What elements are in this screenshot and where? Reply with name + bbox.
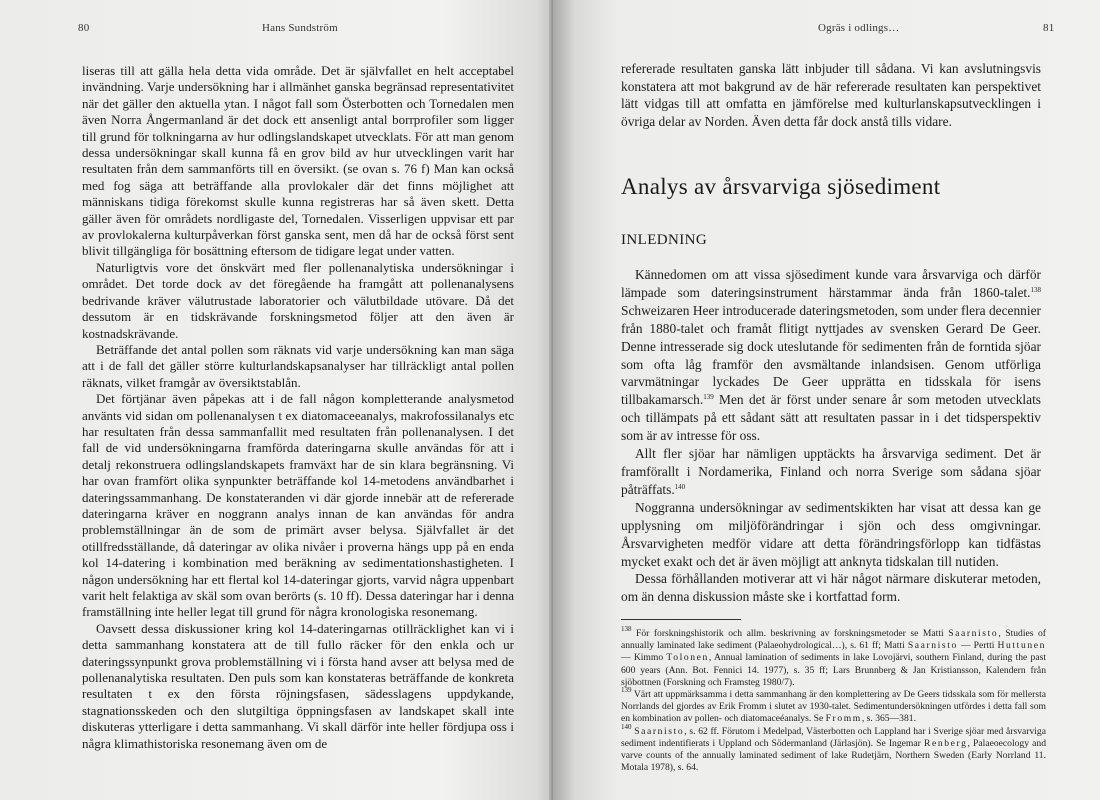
footnote-number: 139 — [621, 686, 632, 695]
chapter-title: Analys av årsvarviga sjösediment — [621, 174, 941, 199]
left-paragraph: Oavsett dessa diskussioner kring kol 14-dateringarnas otillräcklighet kan vi i detta sammanhang konstatera att de till fullo räcker för den enkla och ur dateringssynpunkt grova problemställning vi i första hand avser att belysa med de pollenanalytiska resultaten. Den puls som kan konstateras beträffande de konkreta resultaten t ex den första röjningsfasen, sädesslagens uppdykande, stagnationsskeden och den slutgiltiga öppningsfasen av landskapet skall inte diskuteras ytterligare i detta sammanhang. Vi skall därför inte heller fördjupa oss i några klimathistoriska resonemang även om de — [82, 620, 514, 751]
text-span: , s. 365—381. — [861, 713, 916, 725]
text-span: , Palaeoecology and varve counts of the annually laminated sediment of lake Rudetjärn, Northern Sweden (Early Norrland 11. Motala 1978), s. 64. — [621, 737, 1046, 774]
text-span: , Studies of annually laminated lake sediment (Palaeohydrological…), s. 61 ff; Matti — [621, 628, 1046, 652]
right-page — [553, 0, 1100, 800]
left-page-number: 80 — [78, 22, 90, 34]
right-body-text — [621, 266, 1041, 606]
author-name: Renberg — [923, 737, 968, 749]
section-title: INLEDNING — [621, 232, 708, 248]
left-paragraph: Det förtjänar även påpekas att i de fall någon kompletterande analysmetod använts vid sidan om pollenanalysen t ex diatomaceeanalys, makrofossilanalys etc har resultaten från dessa sammanfallit med resultaten från pollenanalysen. I det fall de vid undersökningarna framförda dateringarna skulle användas för att i detalj rekonstruera odlingslandskapets framväxt har de sin klara begränsning. Vi har ovan framfört olika synpunkter beträffande kol 14-metodens användbarhet i dateringssammanhang. De konstateranden vi där gjorde innebär att de refererade dateringarna kräver en noggrann analys innan de kan användas för andra problemställningar än de som de primärt avser belysa. Självfallet är det otillfredsställande, då dateringar av olika nivåer i proverna hängs upp på en enda kol 14-datering i kombination med beräkning av sedimentationshastigheten. I någon undersökning har ett flertal kol 14-dateringar gjorts, varvid några uppenbart varit helt felaktiga av skäl som ovan berörts (s. 10 ff). Dessa dateringar har i denna framställning inte heller legat till grund för några kronologiska resonemang. — [82, 391, 514, 620]
footnote-ref: 139 — [703, 393, 714, 402]
text-span: , Annual lamination of sediments in lake Lovojärvi, southern Finland, during the past 600 years (Ann. Bot. Fennici 14. 1977), s. 35 ff; Lars Brunnberg & Jan Kristiansson, Kalendern från sjöbottnen (Forskning och Framsteg 1980/7). — [621, 652, 1046, 688]
author-name: Saarnisto — [948, 628, 999, 639]
paragraph: refererade resultaten ganska lätt inbjuder till sådana. Vi kan avslutningsvis konstatera att mot bakgrund av de här refererade resultaten kan perspektivet lätt vidgas till att omfatta en jämförelse med kulturlanskapsutvecklingen i övriga delar av Norden. Även detta får dock anstå tills vidare. — [621, 61, 1041, 129]
text-span: — Pertti — [957, 640, 998, 652]
footnote-ref: 140 — [674, 482, 686, 491]
paragraph — [621, 445, 1041, 499]
footnotes — [621, 625, 1046, 774]
paragraph — [621, 266, 1041, 445]
paragraph: Noggranna undersökningar av sedimentskikten har visat att dessa kan ge upplysning om miljöförändringar i sjön och dess omgivningar. Årsvarvigheten medför vidare att detta förändringsförlopp kan tidfästas mycket exakt och det är även möjligt att anknyta tidskalan till nutiden. — [621, 499, 1041, 569]
text-span: För forskningshistorik och allm. beskrivning av forskningsmetoder se Matti — [631, 628, 949, 639]
text-span: , s. 62 ff. Förutom i Medelpad, Västerbotten och Lappland har i Sverige sjöar med årsvarviga sediment indentifierats i Uppland och Södermanland (Järlasjön). Se Ingemar — [621, 725, 1046, 749]
left-paragraph: Naturligtvis vore det önskvärt med fler pollenanalytiska undersökningar i området. Det torde dock av det föregående ha framgått att pollenanalysens bedrivande kräver välutrustade laboratorier och välutbildade utövare. Då det dessutom är en tidskrävande forskningsmetod följer att den även är kostnadskrävande. — [82, 259, 514, 341]
text-span: Kännedomen om att vissa sjösediment kunde vara årsvarviga och därför lämpade som dateringsinstrument härstammar ända från 1860-talet. — [621, 267, 1041, 300]
text-span: Men det är först under senare år som metoden utvecklats och tillämpats på ett sådant sätt att resultaten passar in i det tidsperspektiv som är av intresse för oss. — [621, 392, 1041, 444]
left-paragraph: Beträffande det antal pollen som räknats vid varje undersökning kan man säga att i de fall det gäller större kulturlandskapsanalyser har tillräckligt antal pollen räknats, vilket framgår av översiktstablån. — [82, 341, 514, 390]
footnote-140 — [621, 722, 1046, 775]
left-paragraph: liseras till att gälla hela detta vida område. Det är självfallet en helt acceptabel invändning. Varje undersökning har i allmänhet ganska begränsad representativitet när det gäller den aktuella ytan. I något fall som Österbotten och Tornedalen men även Norra Ångermanland är det dock ett ansenligt antal borrprofiler som ligger till grund för tolkningarna av hur odlingslandskapet utvecklats. För att man genom dessa undersökningar skall kunna få en grov bild av hur utvecklingen varit har resultaten från dem sammanförts till en översikt. (se ovan s. 76 f) Man kan också med fog säga att beträffande alla provlokaler där det finns möjlighet att människans tidiga förekomst skulle kunna registreras har så även skett. Detta gäller även för områdets nordligaste del, Tornedalen. Visserligen uppvisar ett par av provlokalerna kulturpåverkan först ganska sent, men då har de också först sent blivit tillgängliga för bosättning eftersom de tidigare legat under vatten. — [82, 63, 514, 259]
text-span: Allt fler sjöar har nämligen upptäckts ha årsvarviga sediment. Det är framförallt i Nordamerika, Finland och norra Sverige som sådana sjöar påträffats. — [621, 446, 1041, 497]
author-name: Tolonen — [666, 652, 709, 664]
author-name: Saarnisto — [907, 640, 958, 652]
paragraph: Dessa förhållanden motiverar att vi här något närmare diskuterar metoden, om än denna diskussion måste ske i kortfattad form. — [621, 571, 1041, 605]
left-body-text — [82, 63, 514, 752]
footnote-138 — [621, 625, 1046, 689]
right-page-number: 81 — [1043, 22, 1055, 34]
footnote-number: 138 — [621, 625, 632, 633]
footnote-divider — [621, 619, 741, 620]
author-name: Saarnisto — [634, 725, 685, 737]
footnote-ref: 138 — [1030, 285, 1041, 294]
author-name: Fromm — [825, 713, 862, 725]
text-span: — Kimmo — [621, 652, 667, 664]
right-running-head: Ogräs i odlings… — [818, 22, 900, 34]
text-span: Schweizaren Heer introducerade dateringsmetoden, som under flera decennier från 1880-talet och framåt flitigt nyttjades av svensken Gerard De Geer. Denne intresserade sig dock uteslutande för sedimenten från de forntida sjöar som ofta låg framför den avsmältande inlandsisen. Genom utförliga varvmätningar lyckades De Geer upprätta en tidsskala för isens tillbakamarsch. — [621, 302, 1041, 408]
left-running-head: Hans Sundström — [262, 22, 338, 34]
footnote-number: 140 — [621, 722, 632, 731]
footnote-139 — [621, 686, 1046, 726]
right-top-paragraph — [621, 60, 1041, 130]
author-name: Huttunen — [997, 640, 1046, 652]
text-span: Värt att uppmärksamma i detta sammanhang är den komplettering av De Geers tidsskala som för mellersta Norrlands del gjordes av Erik Fromm i slutet av 1930-talet. Sedimentundersökningen utfördes i detta fall som en kombination av pollen- och diatomaceéanalys. Se — [621, 689, 1046, 725]
